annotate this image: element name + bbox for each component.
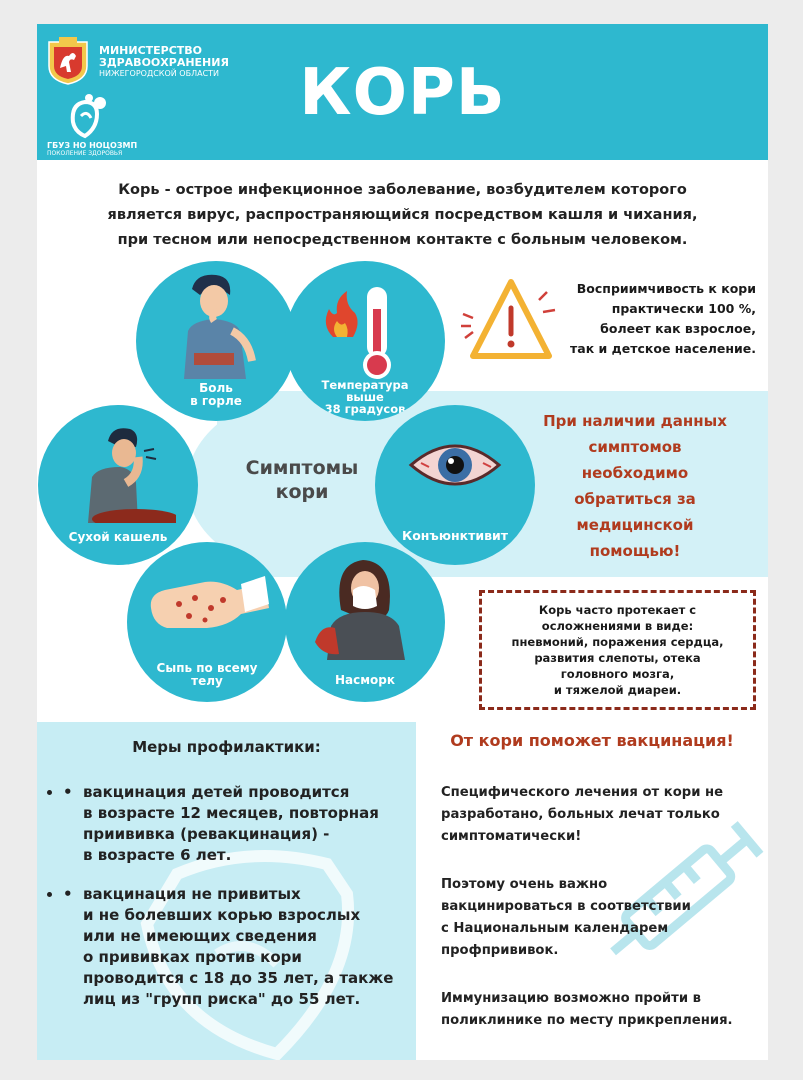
temperature-label xyxy=(285,379,445,415)
red-eye-icon xyxy=(407,433,503,497)
complications-box xyxy=(479,590,756,710)
seek-help-line-2: симптомов xyxy=(588,438,682,456)
intro-line-1: Корь - острое инфекционное заболевание, возбудителем которого xyxy=(118,182,687,198)
intro-text xyxy=(37,178,768,253)
seek-help-line-3: необходимо xyxy=(581,464,689,482)
susceptibility-text xyxy=(543,279,756,359)
conjunctivitis-label: Конъюнктивит xyxy=(401,528,509,543)
symptom-conjunctivitis xyxy=(375,405,535,565)
rash-label-2: телу xyxy=(191,674,223,688)
list-item: • • вакцинация не привитых и не болевших корью взрослых или не имеющих сведения о прививках против кори проводится с 18 до 35 лет, а также лиц из "групп риска" до 55 лет. xyxy=(63,884,413,1010)
susceptibility-line-4: так и детское население. xyxy=(570,341,756,356)
symptoms-center-label xyxy=(202,456,402,504)
intro-line-2: является вирус, распространяющийся посредством кашля и чихания, xyxy=(107,207,698,223)
org-subtitle: ПОКОЛЕНИЕ ЗДОРОВЬЯ xyxy=(47,150,123,157)
seek-help-line-5: медицинской xyxy=(576,516,694,534)
ministry-line-2: ЗДРАВООХРАНЕНИЯ xyxy=(99,56,229,69)
prevention-title: Меры профилактики: xyxy=(132,738,321,756)
dry-cough-label: Сухой кашель xyxy=(68,530,168,544)
vaccination-paragraph-3: Иммунизацию возможно пройти в поликлинике по месту прикрепления. xyxy=(441,991,733,1028)
complications-line-1: Корь часто протекает с xyxy=(538,603,697,617)
thermometer-flame-icon xyxy=(315,279,415,389)
complications-line-4: развития слепоты, отека xyxy=(534,651,701,665)
page-title: КОРЬ xyxy=(299,56,506,130)
rash-label-1: Сыпь по всему xyxy=(156,661,258,675)
complications-line-3: пневмоний, поражения сердца, xyxy=(511,635,724,649)
symptom-sore-throat xyxy=(136,261,296,421)
poster xyxy=(37,24,768,1060)
susceptibility-line-2: практически 100 %, xyxy=(611,301,756,316)
symptom-rash xyxy=(127,542,287,702)
sore-throat-person-icon xyxy=(174,269,258,379)
intro-line-3: при тесном или непосредственном контакте с больным человеком. xyxy=(117,232,688,248)
temperature-label-1: Температура xyxy=(321,378,409,392)
temperature-label-3: 38 градусов xyxy=(324,402,406,416)
seek-help-line-1: При наличии данных xyxy=(543,412,727,430)
symptoms-center-line-2: кори xyxy=(275,481,329,503)
prevention-list xyxy=(63,782,413,1028)
sneezing-woman-icon xyxy=(313,550,417,660)
hand-rash-icon xyxy=(145,564,269,644)
symptoms-center-line-1: Симптомы xyxy=(245,457,359,479)
symptom-runny-nose xyxy=(285,542,445,702)
symptom-dry-cough xyxy=(38,405,198,565)
seek-help-line-4: обратиться за xyxy=(574,490,696,508)
header-banner xyxy=(37,24,768,160)
complications-line-5: головного мозга, xyxy=(560,667,675,681)
sore-throat-label xyxy=(136,382,296,408)
seek-help-text xyxy=(527,408,743,564)
complications-line-2: осложнениями в виде: xyxy=(541,619,694,633)
org-title: ГБУЗ НО НОЦОЗМП xyxy=(47,141,138,150)
vaccination-title: От кори поможет вакцинация! xyxy=(450,731,734,750)
susceptibility-line-3: болеет как взрослое, xyxy=(600,321,756,336)
complications-line-6: и тяжелой диареи. xyxy=(553,683,682,697)
ministry-line-3: НИЖЕГОРОДСКОЙ ОБЛАСТИ xyxy=(99,69,220,78)
susceptibility-line-1: Восприимчивость к кори xyxy=(576,281,756,296)
list-item: • • вакцинация детей проводится в возрасте 12 месяцев, повторная приививка (ревакцинация) - в возрасте 6 лет. xyxy=(63,782,413,866)
rash-label xyxy=(127,662,287,688)
temperature-label-2: выше xyxy=(346,390,384,404)
sore-throat-label-1: Боль xyxy=(199,381,233,395)
symptom-temperature xyxy=(285,261,445,421)
org-name xyxy=(47,141,137,158)
vaccination-paragraph-1: Специфического лечения от кори не разработано, больных лечат только симптоматически! xyxy=(441,785,724,844)
vaccination-paragraph-2: Поэтому очень важно вакцинироваться в соответствии с Национальным календарем профпрививок. xyxy=(441,877,691,958)
ministry-line-1: МИНИСТЕРСТВО xyxy=(99,44,203,57)
sore-throat-label-2: в горле xyxy=(190,394,242,408)
seek-help-line-6: помощью! xyxy=(589,542,681,560)
coughing-person-icon xyxy=(76,423,176,523)
runny-nose-label: Насморк xyxy=(334,673,396,687)
